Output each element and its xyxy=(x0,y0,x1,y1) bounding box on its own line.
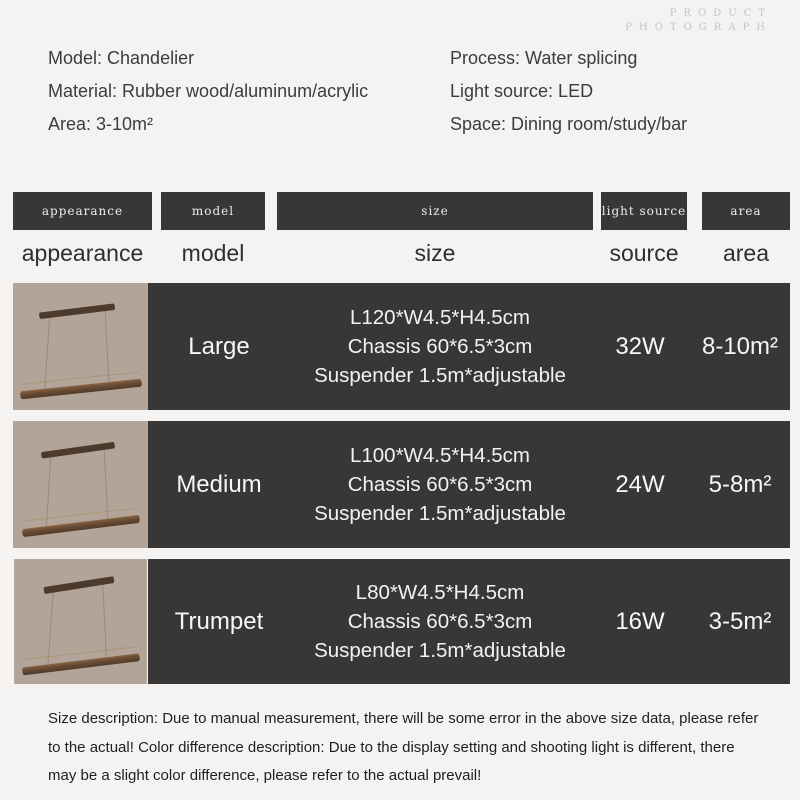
row-details xyxy=(148,421,790,548)
header-tag-light-source: light source xyxy=(601,192,687,230)
light-source-wattage: 32W xyxy=(615,332,665,360)
table-row xyxy=(13,559,790,684)
pendant-lamp-photo xyxy=(13,421,148,548)
model-name: Medium xyxy=(176,470,262,498)
header-label-source: source xyxy=(609,239,679,266)
size-disclaimer: Size description: Due to manual measurement, there will be some error in the above size data, please refer to the actual! xyxy=(48,710,759,756)
coverage-area: 3-5m² xyxy=(708,607,772,635)
spec-process: Process: Water splicing xyxy=(450,48,638,68)
spec-model: Model: Chandelier xyxy=(48,48,195,68)
header-tag-appearance: appearance xyxy=(13,192,152,230)
header-label-appearance: appearance xyxy=(21,239,144,266)
specs-left-column xyxy=(48,42,368,141)
size-line-2: Chassis 60*6.5*3cm xyxy=(347,473,533,496)
header-tag-area: area xyxy=(702,192,790,230)
row-details xyxy=(148,283,790,410)
disclaimer-text xyxy=(48,705,764,791)
size-line-2: Chassis 60*6.5*3cm xyxy=(347,610,533,633)
table-row xyxy=(13,421,790,548)
pendant-lamp-icon xyxy=(13,559,148,684)
pendant-lamp-photo xyxy=(13,559,148,684)
table-row xyxy=(13,283,790,410)
size-line-3: Suspender 1.5m*adjustable xyxy=(314,502,566,525)
watermark-line-1: PRODUCT xyxy=(669,8,772,19)
size-line-1: L120*W4.5*H4.5cm xyxy=(349,306,531,329)
header-label-area: area xyxy=(722,239,770,266)
pendant-lamp-icon xyxy=(13,283,148,410)
size-line-1: L100*W4.5*H4.5cm xyxy=(349,444,531,467)
size-line-2: Chassis 60*6.5*3cm xyxy=(347,335,533,358)
pendant-lamp-photo xyxy=(13,283,148,410)
row-details xyxy=(148,559,790,684)
size-line-1: L80*W4.5*H4.5cm xyxy=(355,581,525,604)
spec-space: Space: Dining room/study/bar xyxy=(450,114,688,134)
spec-area: Area: 3-10m² xyxy=(48,114,154,134)
size-spec xyxy=(290,303,590,390)
size-spec xyxy=(290,441,590,528)
specs-right-column xyxy=(450,42,687,141)
header-tag-size: size xyxy=(277,192,593,230)
watermark-line-2: PHOTOGRAPH xyxy=(625,22,772,33)
header-label-model: model xyxy=(181,239,245,266)
color-disclaimer: Color difference description: Due to the display setting and shooting light is different, there may be a slight color difference, please refer to the actual prevail! xyxy=(48,738,735,784)
size-line-3: Suspender 1.5m*adjustable xyxy=(314,639,566,662)
coverage-area: 8-10m² xyxy=(701,332,779,360)
size-spec xyxy=(290,578,590,665)
spec-light-source: Light source: LED xyxy=(450,81,594,101)
size-line-3: Suspender 1.5m*adjustable xyxy=(314,364,566,387)
light-source-wattage: 16W xyxy=(615,607,665,635)
coverage-area: 5-8m² xyxy=(708,470,772,498)
light-source-wattage: 24W xyxy=(615,470,665,498)
header-label-size: size xyxy=(414,239,456,266)
header-tag-model: model xyxy=(161,192,265,230)
product-photograph-watermark xyxy=(625,7,772,35)
spec-material: Material: Rubber wood/aluminum/acrylic xyxy=(48,81,369,101)
pendant-lamp-icon xyxy=(13,421,148,548)
model-name: Large xyxy=(188,332,250,360)
model-name: Trumpet xyxy=(174,607,264,635)
